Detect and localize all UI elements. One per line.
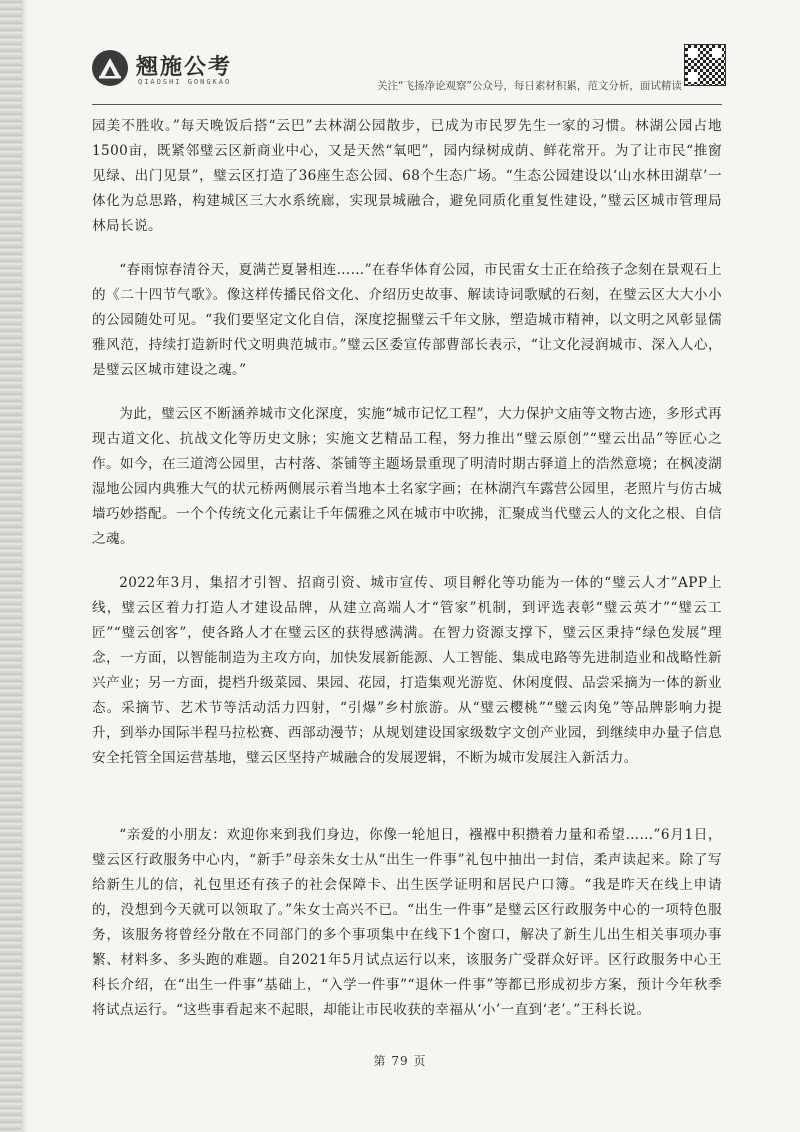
paragraph-5: “亲爱的小朋友：欢迎你来到我们身边，你像一轮旭日，襁褓中积攒着力量和希望……”6月1日，璧云区行政服务中心内，“新手”母亲朱女士从“出生一件事”礼包中抽出一封信，柔声读起来。除了写给新生儿的信，礼包里还有孩子的社会保障卡、出生医学证明和居民户口簿。“我是昨天在线上申请的，没想到今天就可以领取了。”朱女士高兴不已。“出生一件事”是璧云区行政服务中心的一项特色服务，该服务将曾经分散在不同部门的多个事项集中在线下1个窗口，解决了新生儿出生相关事项办事繁、材料多、多头跑的难题。自2021年5月试点运行以来，该服务广受群众好评。区行政服务中心王科长介绍，在“出生一件事”基础上，“入学一件事”“退休一件事”等都已形成初步方案，预计今年秋季将试点运行。“这些事看起来不起眼，却能让市民收获的幸福从‘小’一直到‘老’。”王科长说。 bbox=[92, 827, 722, 1018]
logo-subtitle: QIAOSHI GONGKAO bbox=[138, 78, 232, 86]
paragraph-4: 2022年3月，集招才引智、招商引资、城市宣传、项目孵化等功能为一体的“璧云人才”APP上线，璧云区着力打造人才建设品牌，从建立高端人才“管家”机制，到评选表彰“璧云英才”“璧云工匠”“璧云创客”，使各路人才在璧云区的获得感满满。在智力资源支撑下，璧云区秉持“绿色发展”理念，一方面，以智能制造为主攻方向，加快发展新能源、人工智能、集成电路等先进制造业和战略性新兴产业；另一方面，提档升级菜园、果园、花园，打造集观光游览、休闲度假、品尝采摘为一体的新业态。采摘节、艺术节等活动活力四射，“引爆”乡村旅游。从“璧云樱桃”“璧云肉兔”等品牌影响力提升，到举办国际半程马拉松赛、西部动漫节；从规划建设国家级数字文创产业园，到继续申办量子信息安全托管全国运营基地，璧云区坚持产城融合的发展逻辑，不断为城市发展注入新活力。 bbox=[92, 575, 722, 766]
header-tagline: 关注“飞扬净论观察”公众号，每日素材积累，范文分析，面试精读 bbox=[377, 80, 682, 92]
page-number: 第 79 页 bbox=[373, 1054, 427, 1068]
paragraph-2: “春雨惊春清谷天，夏满芒夏暑相连……”在春华体育公园，市民雷女士正在给孩子念刻在景观石上的《二十四节气歌》。像这样传播民俗文化、介绍历史故事、解读诗词歌赋的石刻，在璧云区大大小小的公园随处可见。“我们要坚定文化自信，深度挖掘璧云千年文脉，塑造城市精神，以文明之风彰显儒雅风范，持续打造新时代文明典范城市。”璧云区委宣传部曹部长表示，“让文化浸润城市、深入人心，是璧云区城市建设之魂。” bbox=[92, 262, 722, 378]
qr-code-icon bbox=[684, 44, 726, 86]
paragraph-3: 为此，璧云区不断涵养城市文化深度，实施“城市记忆工程”，大力保护文庙等文物古迹，多形式再现古道文化、抗战文化等历史文脉；实施文艺精品工程，努力推出“璧云原创”“璧云出品”等匠心之作。如今，在三道湾公园里，古村落、茶铺等主题场景重现了明清时期古驿道上的浩然意境；在枫凌湖湿地公园内典雅大气的状元桥两侧展示着当地本土名家字画；在林湖汽车露营公园里，老照片与仿古城墙巧妙搭配。一个个传统文化元素让千年儒雅之风在城市中吹拂，汇聚成当代璧云人的文化之根、自信之魂。 bbox=[92, 406, 722, 547]
article-body bbox=[92, 114, 722, 1023]
scan-shadow bbox=[22, 0, 28, 1132]
header-divider bbox=[92, 104, 722, 105]
logo-emblem-icon bbox=[92, 50, 128, 86]
paragraph-1: 园美不胜收。”每天晚饭后搭“云巴”去林湖公园散步，已成为市民罗先生一家的习惯。林湖公园占地1500亩，既紧邻璧云区新商业中心，又是天然“氧吧”，园内绿树成荫、鲜花常开。为了让市民“推窗见绿、出门见景”，璧云区打造了36座生态公园、68个生态广场。“生态公园建设以‘山水林田湖草’一体化为总思路，构建城区三大水系统廊，实现景城融合，避免同质化重复性建设，”璧云区城市管理局林局长说。 bbox=[92, 118, 722, 234]
page-header bbox=[92, 44, 722, 104]
scan-edge bbox=[0, 0, 22, 1132]
logo-name: 翘施公考 bbox=[136, 55, 233, 80]
logo bbox=[92, 48, 272, 92]
